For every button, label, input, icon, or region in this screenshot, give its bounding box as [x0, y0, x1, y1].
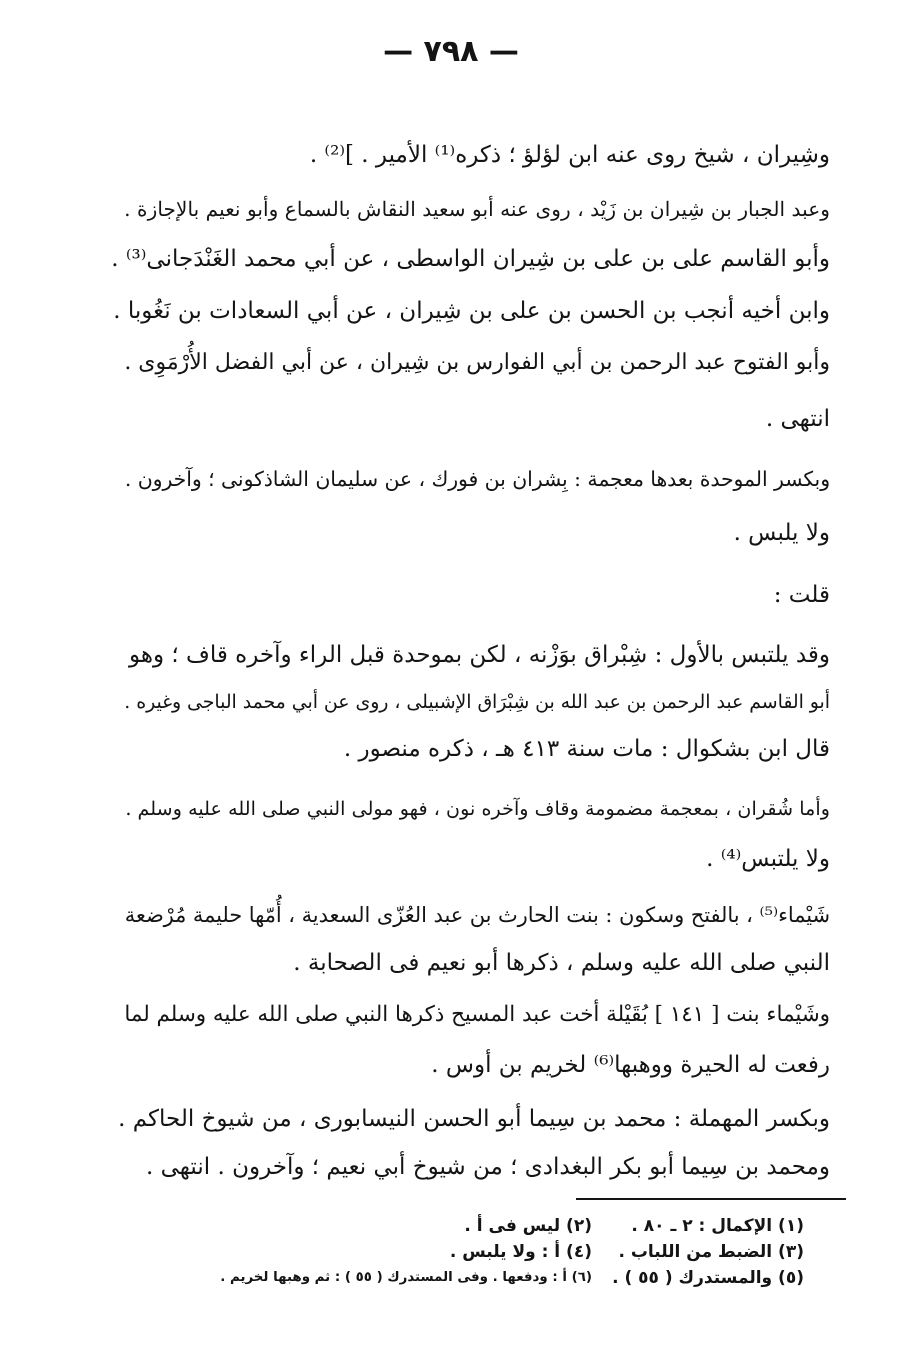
text-line: وشِيران ، شيخ روى عنه ابن لؤلؤ ؛ ذكره⁽¹⁾ الأمير . ]⁽²⁾ . — [309, 142, 830, 168]
footnote-4: (٤) أ : ولا يلبس . — [449, 1242, 592, 1262]
text-line: قلت : — [773, 582, 830, 608]
footnote-5: (٥) والمستدرك ( ٥٥ ) . — [612, 1268, 804, 1288]
text-line: ولا يلتبس⁽⁴⁾ . — [706, 846, 830, 872]
text-line: وشَيْماء بنت [ ١٤١ ] بُقَيْلة أخت عبد المسيح ذكرها النبي صلى الله عليه وسلم لما — [124, 1002, 830, 1027]
text-line: وعبد الجبار بن شِيران بن زَيْد ، روى عنه أبو سعيد النقاش بالسماع وأبو نعيم بالإجازة . — [124, 197, 830, 221]
text-line: ومحمد بن سِيما أبو بكر البغدادى ؛ من شيوخ أبي نعيم ؛ وآخرون . انتهى . — [146, 1154, 830, 1180]
text-line: وأما شُقران ، بمعجمة مضمومة وقاف وآخره نون ، فهو مولى النبي صلى الله عليه وسلم . — [125, 797, 830, 820]
text-line: وبكسر المهملة : محمد بن سِيما أبو الحسن النيسابورى ، من شيوخ الحاكم . — [118, 1106, 830, 1132]
text-line: أبو القاسم عبد الرحمن بن عبد الله بن شِبْرَاق الإشبيلى ، روى عن أبي محمد الباجى وغيره . — [124, 692, 830, 713]
footnote-6: (٦) أ : ودفعها . وفى المستدرك ( ٥٥ ) : ثم وهبها لخريم . — [220, 1270, 592, 1285]
footnote-3: (٣) الضبط من اللباب . — [618, 1242, 804, 1262]
footnote-2: (٢) ليس فى أ . — [464, 1216, 592, 1236]
footnote-divider — [576, 1198, 846, 1200]
page-number: — ٧٩٨ — — [383, 34, 519, 69]
text-line: انتهى . — [765, 406, 830, 432]
text-line: وقد يلتبس بالأول : شِبْراق بوَزْنه ، لكن بموحدة قبل الراء وآخره قاف ؛ وهو — [128, 642, 830, 668]
text-line: ولا يلبس . — [733, 520, 830, 546]
text-line: قال ابن بشكوال : مات سنة ٤١٣ هـ ، ذكره منصور . — [343, 736, 830, 762]
text-line: النبي صلى الله عليه وسلم ، ذكرها أبو نعيم فى الصحابة . — [293, 950, 830, 976]
text-line: رفعت له الحيرة ووهبها⁽⁶⁾ لخريم بن أوس . — [431, 1052, 830, 1078]
text-line: وأبو الفتوح عبد الرحمن بن أبي الفوارس بن شِيران ، عن أبي الفضل الأُرْمَوِى . — [124, 350, 830, 375]
text-line: وأبو القاسم على بن على بن شِيران الواسطى ، عن أبي محمد الغَنْدَجانى⁽³⁾ . — [111, 246, 830, 272]
text-line: شَيْماء⁽⁵⁾ ، بالفتح وسكون : بنت الحارث بن عبد العُزّى السعدية ، أُمّها حليمة مُرْضعة — [124, 903, 830, 927]
text-line: وبكسر الموحدة بعدها معجمة : بِشران بن فورك ، عن سليمان الشاذكونى ؛ وآخرون . — [124, 467, 830, 491]
footnote-1: (١) الإكمال : ٢ ـ ٨٠ . — [631, 1216, 804, 1236]
text-line: وابن أخيه أنجب بن الحسن بن على بن شِيران ، عن أبي السعادات بن نَغُوبا . — [113, 298, 830, 324]
